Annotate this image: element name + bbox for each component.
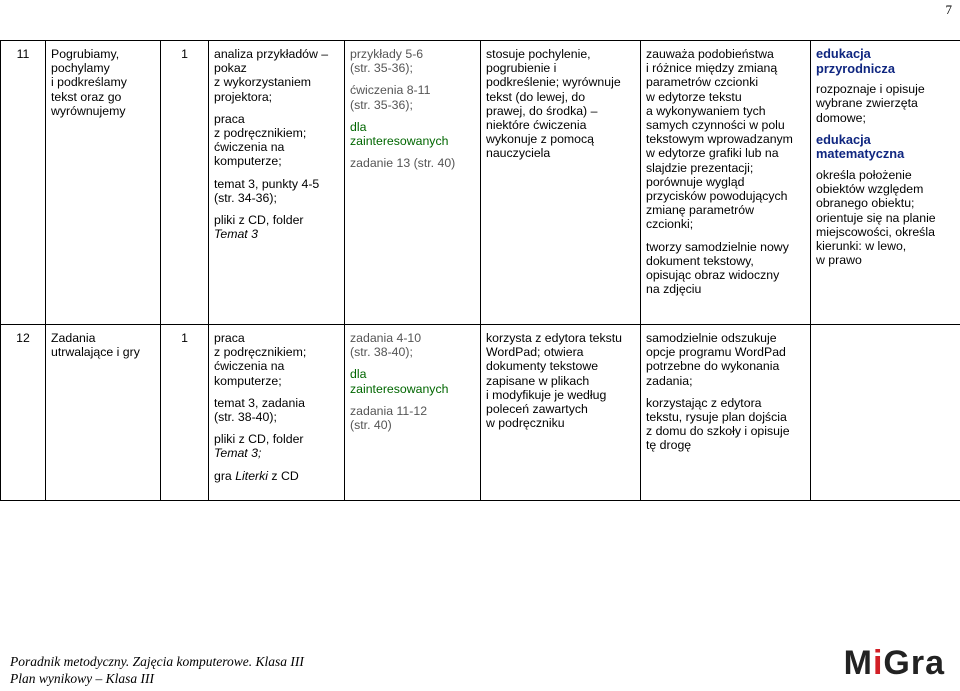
lesson-topic: Zadania utrwalające i gry [46, 325, 161, 501]
lesson-number: 12 [1, 325, 46, 501]
exercises-cell: zadania 4-10 (str. 38-40); dla zainteresowanych zadania 11-12 (str. 40) [345, 325, 481, 501]
footer-title: Poradnik metodyczny. Zajęcia komputerowe. Klasa III [10, 654, 304, 669]
advanced-skills-cell: samodzielnie odszukuje opcje programu WordPad potrzebne do wykonania zadania; korzystając z edytora tekstu, rysuje plan dojścia z domu do szkoły i opisuje tę drogę [641, 325, 811, 501]
lesson-topic: Pogrubiamy, pochylamy i podkreślamy tekst oraz go wyrównujemy [46, 41, 161, 325]
page-number: 7 [945, 2, 952, 17]
lesson-number: 11 [1, 41, 46, 325]
lesson-hours: 1 [161, 41, 209, 325]
footer [10, 653, 304, 687]
integration-cell: edukacja przyrodnicza rozpoznaje i opisuje wybrane zwierzęta domowe; edukacja matematyczna określa położenie obiektów względem obranego obiektu; orientuje się na planie miejscowości, określa kierunki: w lewo, w prawo [811, 41, 960, 325]
advanced-skills-cell: zauważa podobieństwa i różnice między zmianą parametrów czcionki w edytorze tekstu a wykonywaniem tych samych czynności w polu tekstowym wprowadzanym w edytorze grafiki lub na slajdzie prezentacji; porównuje wygląd przycisków powodujących zmianę parametrów czcionki; tworzy samodzielnie nowy dokument tekstowy, opisując obraz widoczny na zdjęciu [641, 41, 811, 325]
table-row [1, 41, 960, 325]
methods-cell: analiza przykładów – pokaz z wykorzystaniem projektora; praca z podręcznikiem; ćwiczenia na komputerze; temat 3, punkty 4-5 (str. 34-36); pliki z CD, folder Temat 3 [209, 41, 345, 325]
footer-subtitle: Plan wynikowy – Klasa III [10, 671, 154, 686]
methods-cell: praca z podręcznikiem; ćwiczenia na komputerze; temat 3, zadania (str. 38-40); pliki z CD, folder Temat 3; gra Literki z CD [209, 325, 345, 501]
table-row [1, 325, 960, 501]
basic-skills-cell: korzysta z edytora tekstu WordPad; otwiera dokumenty tekstowe zapisane w plikach i modyfikuje je według poleceń zawartych w podręczniku [481, 325, 641, 501]
lesson-hours: 1 [161, 325, 209, 501]
lesson-plan-table [0, 40, 960, 501]
exercises-cell: przykłady 5-6 (str. 35-36); ćwiczenia 8-11 (str. 35-36); dla zainteresowanych zadanie 13 (str. 40) [345, 41, 481, 325]
migra-logo: MiGra [843, 644, 945, 682]
game-line: gra Literki z CD [214, 468, 299, 483]
basic-skills-cell: stosuje pochylenie, pogrubienie i podkreślenie; wyrównuje tekst (do lewej, do prawej, do środka) – niektóre ćwiczenia wykonuje z pomocą nauczyciela [481, 41, 641, 325]
integration-cell [811, 325, 960, 501]
